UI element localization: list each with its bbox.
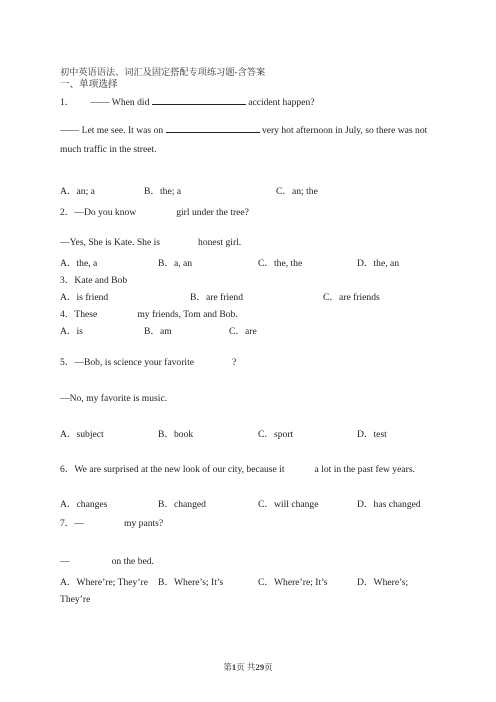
question-text: These — [74, 309, 98, 320]
question-2 — [60, 207, 249, 219]
document-title: 初中英语语法、词汇及固定搭配专项练习题-含答案 — [60, 67, 266, 77]
question-number: 4． — [60, 309, 75, 320]
option-b: B．changed — [158, 499, 206, 510]
section-heading: 一、单项选择 — [60, 79, 118, 90]
option-d: D．the, an — [357, 258, 400, 269]
option-c: C．sport — [258, 429, 294, 440]
dialogue-line — [60, 237, 241, 249]
question-6 — [60, 464, 415, 476]
dialogue-text: honest girl. — [198, 237, 242, 248]
answer-blank — [166, 123, 260, 133]
dialogue-text: on the bed. — [111, 556, 154, 567]
option-c: C．are friends — [323, 292, 380, 303]
option-b: B．are friend — [190, 292, 244, 303]
question-number: 3． — [60, 275, 75, 286]
question-text: — — [74, 518, 84, 529]
question-text: girl under the tree? — [176, 207, 249, 218]
question-number: 2． — [60, 207, 75, 218]
option-b: B．am — [144, 326, 172, 337]
question-number: 5． — [60, 357, 75, 368]
option-a: A．an; a — [60, 186, 95, 197]
question-text: ? — [232, 357, 237, 368]
option-d: D．has changed — [357, 499, 421, 510]
question-number: 1． — [60, 97, 75, 108]
question-text: my friends, Tom and Bob. — [137, 309, 238, 320]
question-text: —Bob, is science your favorite — [74, 357, 195, 368]
question-5 — [60, 357, 236, 369]
option-d-cont: They’re — [60, 594, 91, 605]
dash: — — [60, 556, 70, 567]
option-b: B．a, an — [158, 258, 193, 269]
dialogue-line: —No, my favorite is music. — [60, 393, 168, 404]
dialogue-text: —Yes, She is Kate. She is — [60, 237, 161, 248]
option-a: A．Where’re; They’re — [60, 577, 148, 588]
page-footer — [0, 661, 496, 673]
option-a: A．is friend — [60, 292, 109, 303]
question-text: my pants? — [123, 518, 164, 529]
option-a: A．is — [60, 326, 83, 337]
question-text: We are surprised at the new look of our city, because it — [74, 464, 285, 475]
dialogue-line — [60, 556, 154, 568]
option-c: C．will change — [258, 499, 319, 510]
page-number: 1 — [231, 662, 237, 672]
option-d: D．Where’s; — [357, 577, 409, 588]
option-b: B．Where’s; It’s — [158, 577, 224, 588]
dialogue-text: very hot afternoon in July, so there was not — [261, 125, 428, 136]
question-3 — [60, 275, 127, 287]
question-text: Kate and Bob — [74, 275, 128, 286]
question-text: —— When did — [90, 97, 150, 108]
dialogue-line — [60, 123, 427, 137]
option-c: C．the, the — [258, 258, 303, 269]
dialogue-text: Let me see. It was on — [81, 125, 164, 136]
footer-text: 页 共 — [236, 662, 256, 672]
question-text: —Do you know — [74, 207, 137, 218]
footer-text: 页 — [264, 662, 273, 672]
page-total: 29 — [255, 662, 265, 672]
question-text: a lot in the past few years. — [314, 464, 415, 475]
question-7 — [60, 518, 163, 530]
option-a: A．changes — [60, 499, 108, 510]
option-c: C．are — [229, 326, 257, 337]
answer-blank — [152, 95, 246, 105]
question-1 — [60, 95, 315, 109]
option-c: C．an; the — [276, 186, 318, 197]
option-a: A．the, a — [60, 258, 98, 269]
option-d: D．test — [357, 429, 387, 440]
question-4 — [60, 309, 238, 321]
option-b: B．the; a — [144, 186, 182, 197]
option-a: A．subject — [60, 429, 104, 440]
option-c: C．Where’re; It’s — [258, 577, 328, 588]
question-number: 6． — [60, 464, 75, 475]
dash: —— — [60, 125, 80, 136]
footer-text: 第 — [223, 662, 232, 672]
question-number: 7． — [60, 518, 75, 529]
question-text: accident happen? — [248, 97, 315, 108]
dialogue-line-cont: much traffic in the street. — [60, 144, 157, 155]
option-b: B．book — [158, 429, 194, 440]
